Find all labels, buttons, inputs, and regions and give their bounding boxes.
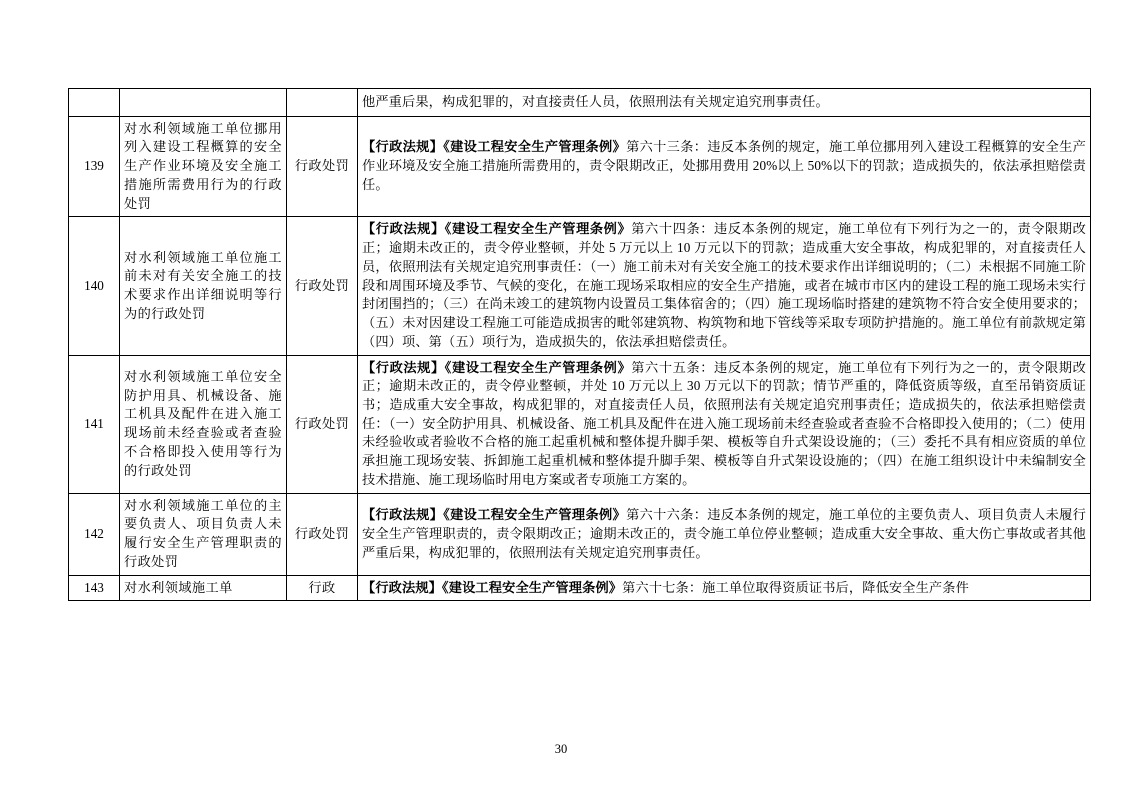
row-number [69,89,120,117]
row-legal-basis: 【行政法规】《建设工程安全生产管理条例》第六十六条：违反本条例的规定，施工单位的主要负责人、项目负责人未履行安全生产管理职责的，责令限期改正；逾期未改正的，责令施工单位停业整顿；造成重大安全事故、重大伤亡事故或者其他严重后果，构成犯罪的，依照刑法有关规定追究刑事责任。 [358,493,1091,575]
row-item-type [287,89,358,117]
table-row [69,355,1091,493]
row-number: 140 [69,217,120,355]
row-item-name [120,89,287,117]
row-item-type: 行政处罚 [287,116,358,217]
row-number: 139 [69,116,120,217]
row-legal-basis: 【行政法规】《建设工程安全生产管理条例》第六十三条：违反本条例的规定，施工单位挪用列入建设工程概算的安全生产作业环境及安全施工措施所需费用的，责令限期改正，处挪用费用 20%以上 50%以下的罚款；造成损失的，依法承担赔偿责任。 [358,116,1091,217]
row-number: 143 [69,575,120,601]
row-legal-basis: 【行政法规】《建设工程安全生产管理条例》第六十五条：违反本条例的规定，施工单位有下列行为之一的，责令限期改正；逾期未改正的，责令停业整顿，并处 10 万元以上 30 万元以下的罚款；情节严重的，降低资质等级，直至吊销资质证书；造成重大安全事故，构成犯罪的，对直接责任人员，依照刑法有关规定追究刑事责任；造成损失的，依法承担赔偿责任：（一）安全防护用具、机械设备、施工机具及配件在进入施工现场前未经查验或者查验不合格即投入使用的；（二）使用未经验收或者验收不合格的施工起重机械和整体提升脚手架、模板等自升式架设设施的；（三）委托不具有相应资质的单位承担施工现场安装、拆卸施工起重机械和整体提升脚手架、模板等自升式架设设施的；（四）在施工组织设计中未编制安全技术措施、施工现场临时用电方案或者专项施工方案的。 [358,355,1091,493]
row-number: 142 [69,493,120,575]
page-number: 30 [554,742,568,756]
row-item-type: 行政处罚 [287,355,358,493]
row-item-name: 对水利领域施工单位施工前未对有关安全施工的技术要求作出详细说明等行为的行政处罚 [120,217,287,355]
row-item-type: 行政处罚 [287,493,358,575]
row-legal-basis: 他严重后果，构成犯罪的，对直接责任人员，依照刑法有关规定追究刑事责任。 [358,89,1091,117]
row-item-type: 行政 [287,575,358,601]
row-legal-basis: 【行政法规】《建设工程安全生产管理条例》第六十七条：施工单位取得资质证书后，降低安全生产条件 [358,575,1091,601]
table-row [69,493,1091,575]
table-row [69,575,1091,601]
row-item-name: 对水利领域施工单 [120,575,287,601]
row-item-name: 对水利领域施工单位安全防护用具、机械设备、施工机具及配件在进入施工现场前未经查验或者查验不合格即投入使用等行为的行政处罚 [120,355,287,493]
row-item-name: 对水利领域施工单位的主要负责人、项目负责人未履行安全生产管理职责的行政处罚 [120,493,287,575]
table-row [69,116,1091,217]
table-row [69,89,1091,117]
regulation-table [68,88,1091,601]
table-body [69,89,1091,601]
table-row [69,217,1091,355]
row-item-name: 对水利领域施工单位挪用列入建设工程概算的安全生产作业环境及安全施工措施所需费用行为的行政处罚 [120,116,287,217]
row-legal-basis: 【行政法规】《建设工程安全生产管理条例》第六十四条：违反本条例的规定，施工单位有下列行为之一的，责令限期改正；逾期未改正的，责令停业整顿，并处 5 万元以上 10 万元以下的罚款；造成重大安全事故，构成犯罪的，对直接责任人员，依照刑法有关规定追究刑事责任：（一）施工前未对有关安全施工的技术要求作出详细说明的；（二）未根据不同施工阶段和周围环境及季节、气候的变化，在施工现场采取相应的安全生产措施，或者在城市市区内的建设工程的施工现场未实行封闭围挡的；（三）在尚未竣工的建筑物内设置员工集体宿舍的；（四）施工现场临时搭建的建筑物不符合安全使用要求的；（五）未对因建设工程施工可能造成损害的毗邻建筑物、构筑物和地下管线等采取专项防护措施的。施工单位有前款规定第（四）项、第（五）项行为，造成损失的，依法承担赔偿责任。 [358,217,1091,355]
row-item-type: 行政处罚 [287,217,358,355]
row-number: 141 [69,355,120,493]
